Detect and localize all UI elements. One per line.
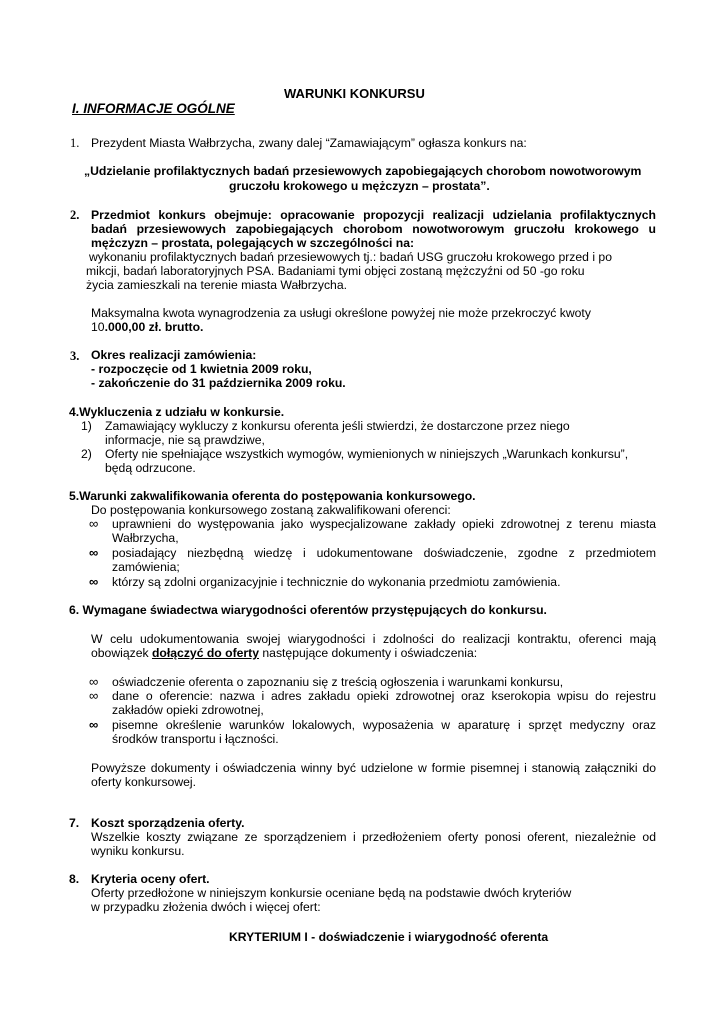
item-5-bullet-1-line-2: Wałbrzycha,: [112, 531, 179, 545]
item-2-plain-line-1: wykonaniu profilaktycznych badań przesiewowych tj.: badań USG gruczołu krokowego przed i po: [89, 250, 612, 264]
item-6-para-line-2: [91, 646, 477, 660]
item-6-bullet-2-line-1: dane o oferencie: nazwa i adres zakładu opieki zdrowotnej oraz kserokopia wpisu do rejestru: [112, 689, 656, 703]
infinity-bullet-icon: ∞: [89, 674, 99, 689]
section-heading: I. INFORMACJE OGÓLNE: [72, 101, 235, 116]
item-2-line-2: badań przesiewowych zapobiegających chorobom nowotworowym gruczołu krokowego u: [91, 222, 656, 236]
item-2-plain-line-2: mikcji, badań laboratoryjnych PSA. Badaniami tymi objęci zostaną mężczyźni od 50 -go roku: [86, 264, 585, 278]
item-4-sub-1-number: 1): [81, 419, 92, 433]
item-5-bullet-2-line-1: posiadający niezbędną wiedzę i udokumentowane doświadczenie, zgodne z przedmiotem: [112, 546, 656, 560]
item-8-number: 8.: [69, 872, 80, 886]
item-5-heading: 5.Warunki zakwalifikowania oferenta do postępowania konkursowego.: [69, 489, 476, 503]
infinity-bullet-icon: ∞: [89, 545, 99, 560]
item-7-line-2: wyniku konkursu.: [91, 844, 185, 858]
criterion-1-heading: KRYTERIUM I - doświadczenie i wiarygodność oferenta: [229, 930, 549, 944]
item-5-bullet-2-line-2: zamówienia;: [112, 560, 180, 574]
document-title: WARUNKI KONKURSU: [284, 86, 425, 101]
item-8-heading: Kryteria oceny ofert.: [91, 872, 210, 886]
item-8-line-2: w przypadku złożenia dwóch i więcej ofert:: [91, 900, 321, 914]
item-4-heading: 4.Wykluczenia z udziału w konkursie.: [69, 405, 285, 419]
item-5-bullet-1-line-1: uprawnieni do występowania jako wyspecjalizowane zakłady opieki zdrowotnej z terenu miasta: [112, 517, 656, 531]
item-6-heading: 6. Wymagane świadectwa wiarygodności oferentów przystępujących do konkursu.: [69, 603, 547, 617]
item-7-line-1: Wszelkie koszty związane ze sporządzeniem i przedłożeniem oferty ponosi oferent, niezależnie od: [91, 830, 656, 844]
infinity-bullet-icon: ∞: [89, 717, 99, 732]
item-2-line-1: Przedmiot konkurs obejmuje: opracowanie propozycji realizacji udzielania profilaktycznych: [91, 208, 656, 222]
item-6-note-line-1: Powyższe dokumenty i oświadczenia winny być udzielone w formie pisemnej i stanowią załączniki do: [91, 761, 656, 775]
item-6-bullet-2-line-2: zakładów opieki zdrowotnej,: [112, 703, 264, 717]
item-6-bullet-3-line-2: środków transportu i łączności.: [112, 732, 279, 746]
item-5-bullet-3-line-1: którzy są zdolni organizacyjnie i technicznie do wykonania przedmiotu zamówienia.: [112, 575, 561, 589]
item-1-number: 1.: [70, 136, 80, 150]
item-7-heading: Koszt sporządzenia oferty.: [91, 816, 245, 830]
infinity-bullet-icon: ∞: [89, 516, 99, 531]
item-3-line-2: - rozpoczęcie od 1 kwietnia 2009 roku,: [91, 362, 312, 376]
item-4-sub-2-line-1: Oferty nie spełniające wszystkich wymogów, wymienionych w niniejszych „Warunkach konkursu”,: [105, 447, 629, 461]
item-2-plain-line-3: życia zamieszkali na terenie miasta Wałbrzycha.: [86, 278, 347, 292]
item-4-sub-1-line-2: informacje, nie są prawdziwe,: [105, 433, 265, 447]
infinity-bullet-icon: ∞: [89, 574, 99, 589]
max-amount-prefix: 10: [91, 320, 105, 334]
item-6-bullet-3-line-1: pisemne określenie warunków lokalowych, wyposażenia w aparaturę i sprzęt medyczny oraz: [112, 718, 656, 732]
para-line-2-start: obowiązek: [91, 646, 152, 660]
item-8-line-1: Oferty przedłożone w niniejszym konkursie oceniane będą na podstawie dwóch kryteriów: [91, 886, 572, 900]
item-4-sub-1-line-1: Zamawiający wykluczy z konkursu oferenta jeśli stwierdzi, że dostarczone przez niego: [105, 419, 570, 433]
item-1-text: Prezydent Miasta Wałbrzycha, zwany dalej “Zamawiającym” ogłasza konkurs na:: [91, 136, 527, 150]
item-6-bullet-1: oświadczenie oferenta o zapoznaniu się z treścią ogłoszenia i warunkami konkursu,: [112, 675, 564, 689]
item-1-quote-line-1: „Udzielanie profilaktycznych badań przesiewowych zapobiegających chorobom nowotworowym: [84, 164, 642, 178]
item-6-para-line-1: W celu udokumentowania swojej wiarygodności i zdolności do realizacji kontraktu, oferenci mają: [91, 632, 656, 646]
item-4-sub-2-number: 2): [81, 447, 92, 461]
item-4-sub-2-line-2: będą odrzucone.: [105, 461, 196, 475]
item-3-line-3: - zakończenie do 31 października 2009 roku.: [91, 376, 346, 390]
item-2-number: 2.: [70, 208, 80, 222]
item-3-number: 3.: [70, 349, 80, 363]
attach-to-offer-emphasis: dołączyć do oferty: [151, 646, 259, 660]
item-2-max-line-1: Maksymalna kwota wynagrodzenia za usługi określone powyżej nie może przekroczyć kwoty: [91, 306, 591, 320]
item-3-line-1: Okres realizacji zamówienia:: [91, 348, 257, 362]
para-line-2-end: następujące dokumenty i oświadczenia:: [259, 646, 478, 660]
max-amount-bold: .000,00 zł. brutto.: [104, 320, 204, 334]
item-7-number: 7.: [69, 816, 80, 830]
item-5-intro: Do postępowania konkursowego zostaną zakwalifikowani oferenci:: [91, 503, 451, 517]
item-1-quote-line-2: gruczołu krokowego u mężczyzn – prostata”.: [229, 179, 490, 193]
item-6-note-line-2: oferty konkursowej.: [91, 775, 196, 789]
item-2-line-3: mężczyzn – prostata, polegających w szczególności na:: [91, 236, 415, 250]
infinity-bullet-icon: ∞: [89, 688, 99, 703]
item-2-max-amount: [91, 320, 203, 334]
